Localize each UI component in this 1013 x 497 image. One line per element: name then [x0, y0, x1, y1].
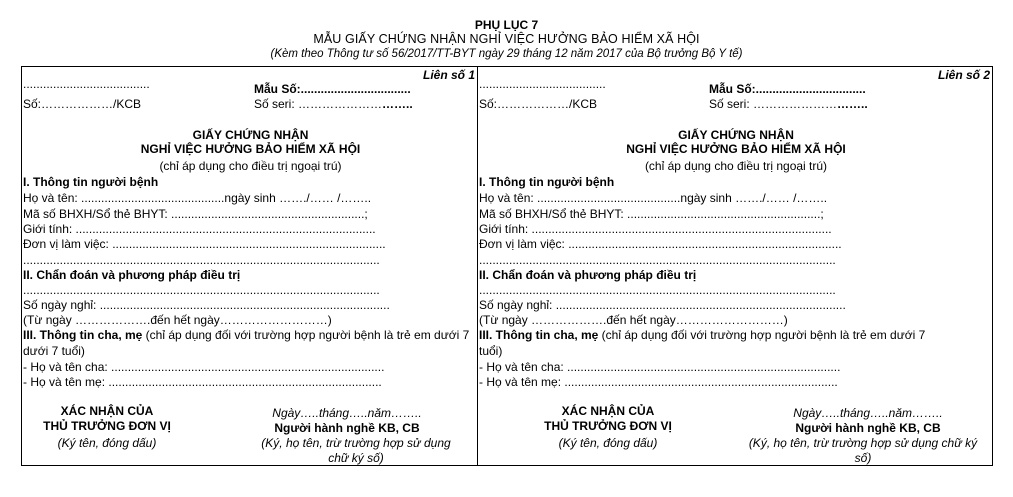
- appendix-label: PHỤ LỤC 7: [474, 18, 539, 32]
- certificate-subtitle: NGHỈ VIỆC HƯỞNG BẢO HIỂM XÃ HỘI: [140, 142, 361, 156]
- section-parent-info-cont: dưới 7 tuổi): [23, 344, 85, 358]
- gender-field: Giới tính: ..........................................................................................: [479, 222, 832, 236]
- document-number: Số:………………/KCB: [23, 97, 142, 111]
- section-patient-info: I. Thông tin người bệnh: [479, 175, 615, 189]
- certificate-copy-1: [21, 66, 478, 466]
- serial-number: Số seri: ………………………..: [709, 97, 868, 111]
- insurance-number-field: Mã số BHXH/Sổ thẻ BHYT: ..........................................................;: [23, 207, 368, 221]
- practitioner-signature-note: (Ký, họ tên, trừ trường hợp sử dụng chữ ký: [748, 436, 978, 450]
- father-name-field: - Họ và tên cha: ..................................................................................: [479, 360, 841, 374]
- section-diagnosis: II. Chẩn đoán và phương pháp điều trị: [479, 268, 697, 282]
- practitioner-label: Người hành nghề KB, CB: [274, 421, 420, 435]
- form-title: MẪU GIẤY CHỨNG NHẬN NGHỈ VIỆC HƯỞNG BẢO HIỂM XÃ HỘI: [313, 32, 700, 46]
- date-range-field: (Từ ngày ……………….đến hết ngày………………………): [23, 313, 332, 327]
- serial-number: Số seri: ………………………..: [254, 97, 413, 111]
- workplace-dotted-line: ...........................................................................................................: [23, 253, 380, 267]
- unit-confirmation-label: XÁC NHẬN CỦA: [561, 404, 655, 418]
- date-range-field: (Từ ngày ……………….đến hết ngày………………………): [479, 313, 788, 327]
- practitioner-signature-note: (Ký, họ tên, trừ trường hợp sử dụng: [261, 436, 451, 450]
- document-header: [0, 18, 1013, 62]
- days-off-field: Số ngày nghỉ: .......................................................................................: [23, 298, 390, 312]
- form-number: Mẫu Số:.................................: [254, 82, 411, 96]
- legal-reference: (Kèm theo Thông tư số 56/2017/TT-BYT ngày 29 tháng 12 năm 2017 của Bộ trưởng Bộ Y tế): [270, 48, 743, 60]
- diagnosis-dotted-line: ...........................................................................................................: [479, 283, 836, 297]
- patient-name-field: Họ và tên: ...........................................ngày sinh ……./…… /……..: [479, 191, 828, 205]
- copy-number: Liên số 1: [422, 68, 475, 82]
- patient-name-field: Họ và tên: ...........................................ngày sinh ……./…… /……..: [23, 191, 372, 205]
- form-number: Mẫu Số:.................................: [709, 82, 866, 96]
- scope-note: (chỉ áp dụng cho điều trị ngoại trú): [159, 159, 342, 173]
- diagnosis-dotted-line: ...........................................................................................................: [23, 283, 380, 297]
- issuer-dotted-line: ......................................: [479, 77, 606, 91]
- copy-number: Liên số 2: [937, 68, 990, 82]
- practitioner-signature-note-cont: số): [854, 451, 872, 465]
- mother-name-field: - Họ và tên mẹ: ..................................................................................: [23, 375, 382, 389]
- unit-head-label: THỦ TRƯỞNG ĐƠN VỊ: [544, 419, 672, 433]
- father-name-field: - Họ và tên cha: ..................................................................................: [23, 360, 385, 374]
- section-parent-info: III. Thông tin cha, mẹ (chỉ áp dụng đối với trường hợp người bệnh là trẻ em dưới 7: [479, 328, 926, 342]
- document-number: Số:………………/KCB: [479, 97, 598, 111]
- mother-name-field: - Họ và tên mẹ: ..................................................................................: [479, 375, 838, 389]
- workplace-dotted-line: ...........................................................................................................: [479, 253, 836, 267]
- section-parent-info-cont: tuổi): [479, 344, 503, 358]
- certificate-copy-2: [477, 66, 993, 466]
- practitioner-signature-note-cont: chữ ký số): [328, 451, 384, 465]
- section-parent-info: III. Thông tin cha, mẹ (chỉ áp dụng đối với trường hợp người bệnh là trẻ em dưới 7: [23, 328, 470, 342]
- certificate-title: GIẤY CHỨNG NHẬN: [678, 128, 794, 142]
- certificate-title: GIẤY CHỨNG NHẬN: [192, 128, 309, 142]
- unit-confirmation-label: XÁC NHẬN CỦA: [60, 404, 154, 418]
- gender-field: Giới tính: ..........................................................................................: [23, 222, 376, 236]
- unit-head-label: THỦ TRƯỞNG ĐƠN VỊ: [43, 419, 171, 433]
- scope-note: (chỉ áp dụng cho điều trị ngoại trú): [644, 159, 828, 173]
- days-off-field: Số ngày nghỉ: .......................................................................................: [479, 298, 846, 312]
- unit-signature-note: (Ký tên, đóng dấu): [558, 436, 658, 450]
- insurance-number-field: Mã số BHXH/Sổ thẻ BHYT: ..........................................................;: [479, 207, 824, 221]
- signing-date: Ngày…..tháng…..năm……..: [793, 406, 943, 420]
- unit-signature-note: (Ký tên, đóng dấu): [57, 436, 157, 450]
- practitioner-label: Người hành nghề KB, CB: [795, 421, 941, 435]
- issuer-dotted-line: ......................................: [23, 77, 150, 91]
- workplace-field: Đơn vị làm việc: ..................................................................................: [479, 237, 842, 251]
- section-patient-info: I. Thông tin người bệnh: [23, 175, 159, 189]
- workplace-field: Đơn vị làm việc: ..................................................................................: [23, 237, 386, 251]
- section-diagnosis: II. Chẩn đoán và phương pháp điều trị: [23, 268, 241, 282]
- certificate-subtitle: NGHỈ VIỆC HƯỞNG BẢO HIỂM XÃ HỘI: [626, 142, 846, 156]
- signing-date: Ngày…..tháng…..năm……..: [272, 406, 422, 420]
